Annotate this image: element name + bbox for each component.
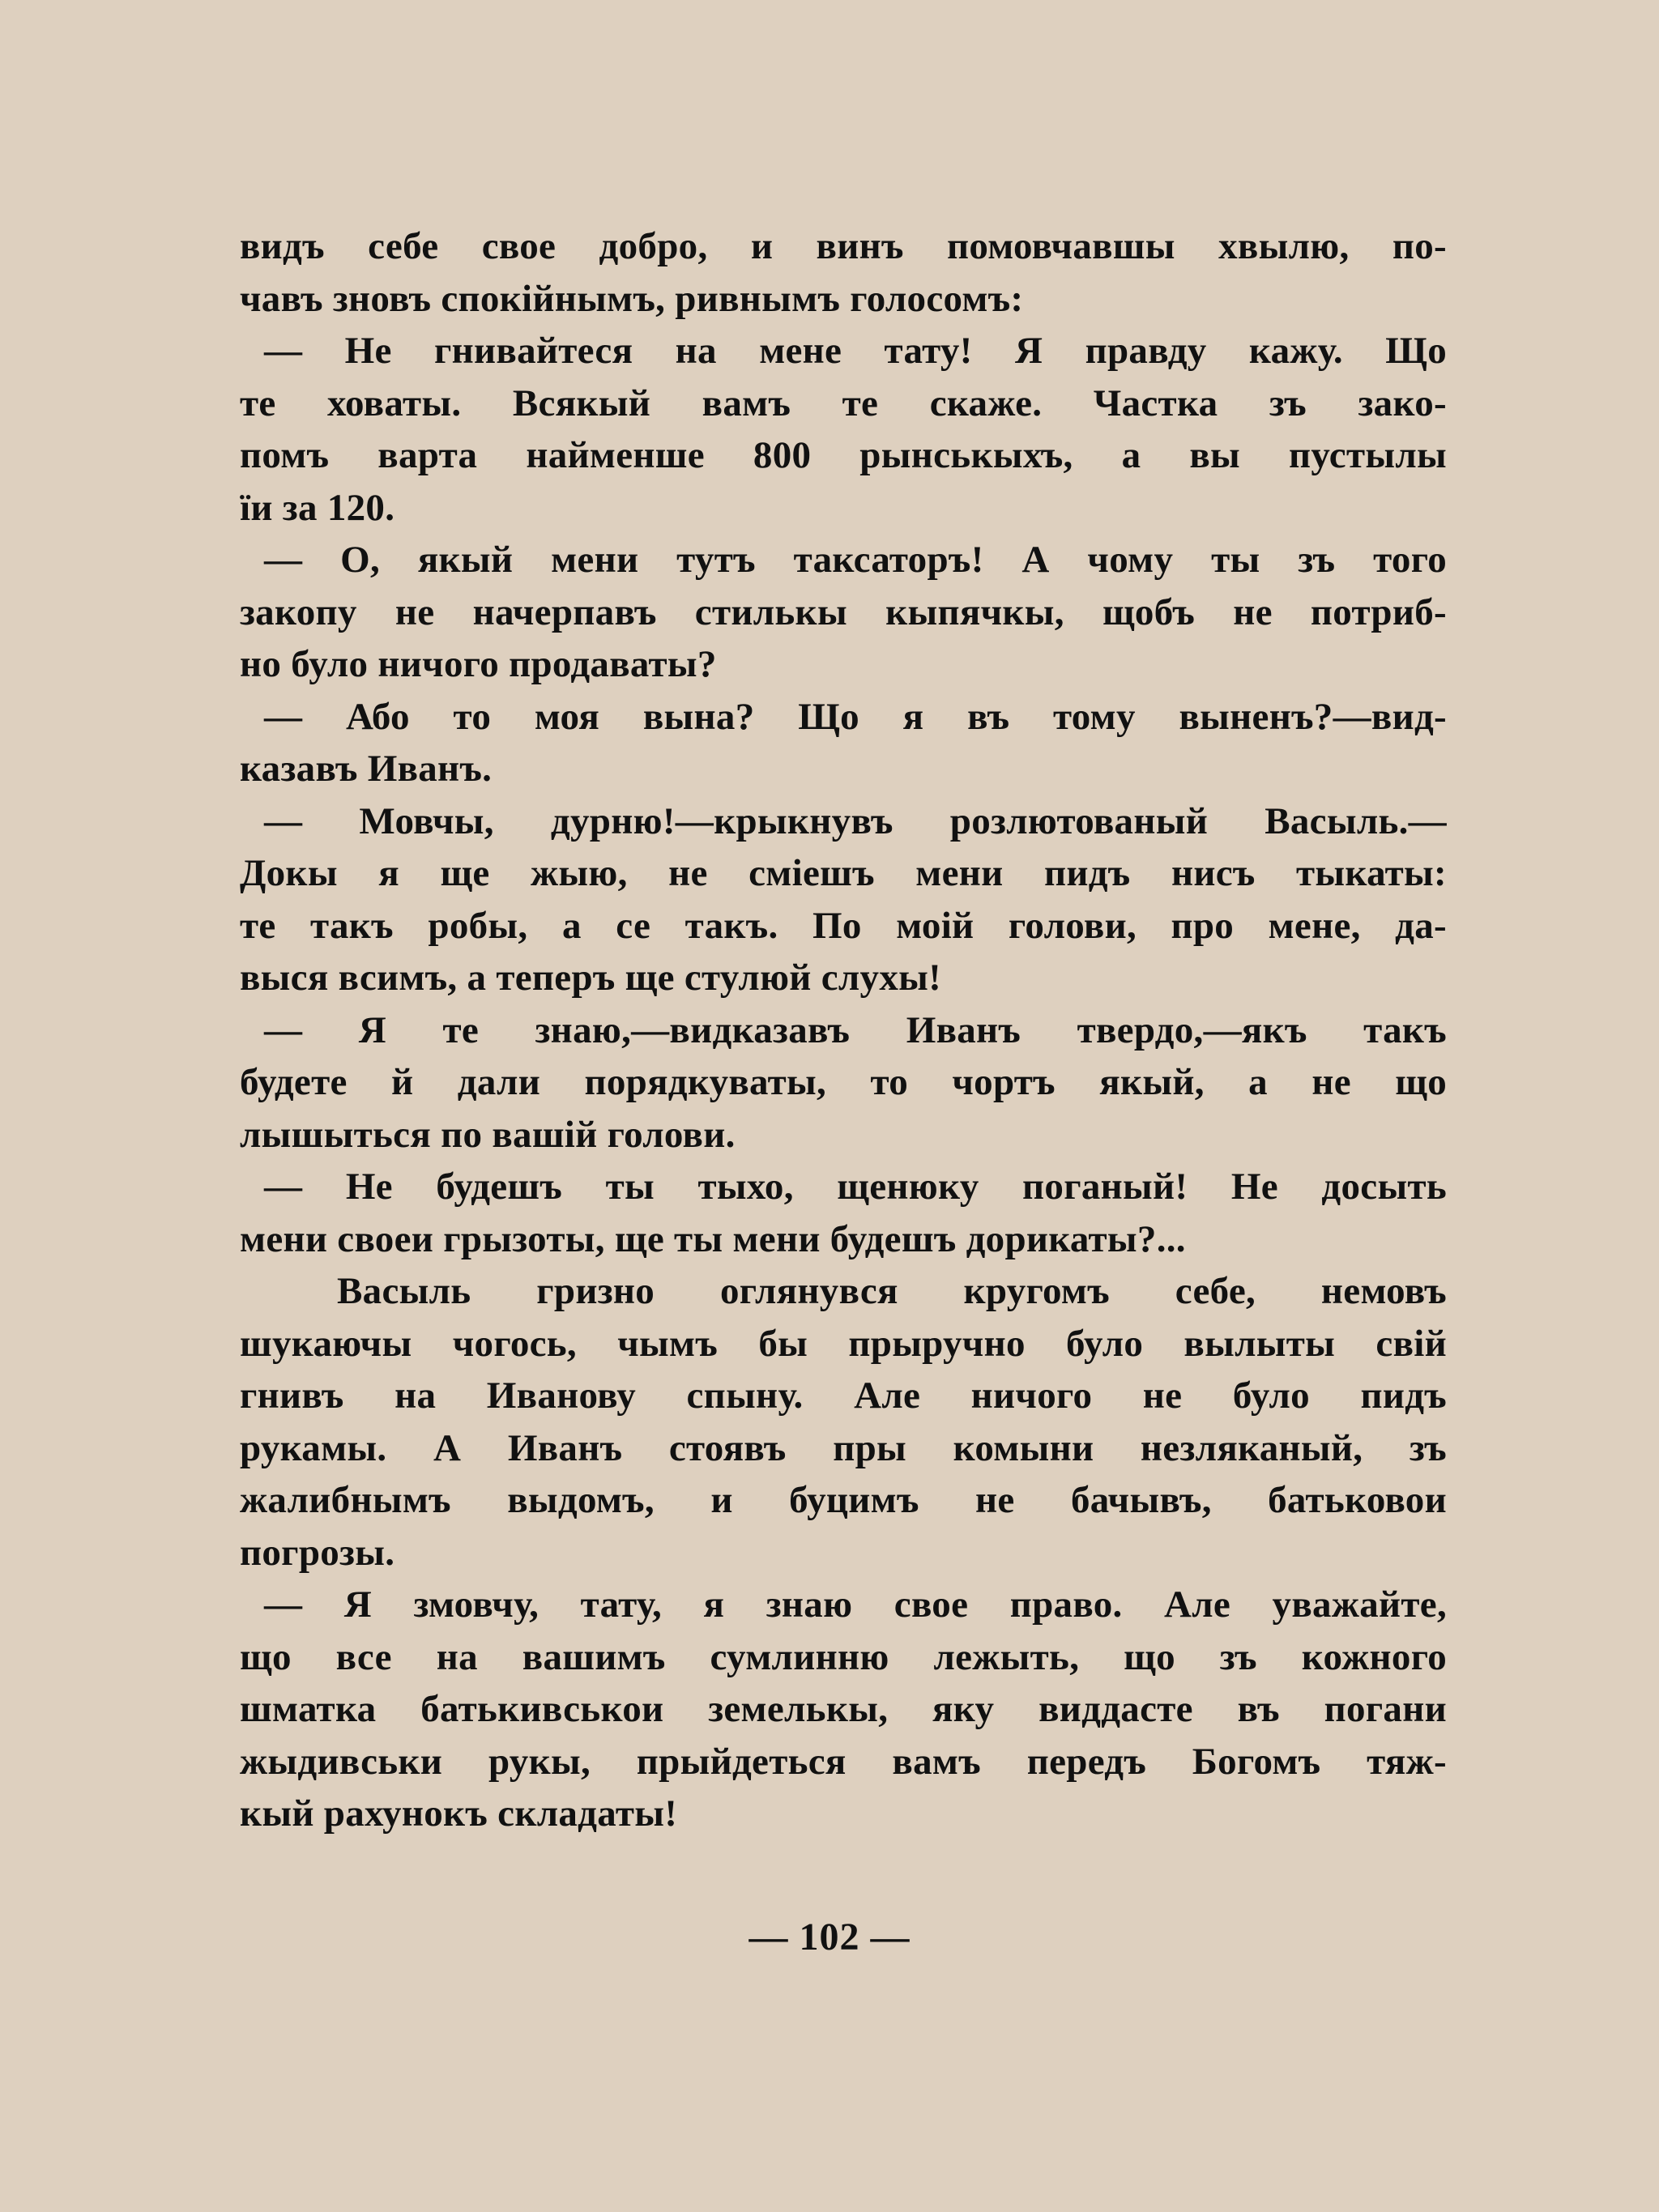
text-line: — О, якый мени тутъ таксаторъ! А чому ты зъ того bbox=[264, 539, 1447, 581]
text-line: Докы я ще жыю, не сміешъ мени пидъ нисъ тыкаты: bbox=[240, 852, 1447, 894]
text-line: жыдивськи рукы, прыйдеться вамъ передъ Богомъ тяж- bbox=[240, 1740, 1447, 1783]
text-line: — Я те знаю,—видказавъ Иванъ твердо,—якъ такъ bbox=[264, 1008, 1447, 1051]
text-line: рукамы. А Иванъ стоявъ пры комыни незляканый, зъ bbox=[240, 1426, 1447, 1469]
text-line: чавъ зновъ спокійнымъ, ривнымъ голосомъ: bbox=[240, 277, 1024, 320]
text-line: закопу не начерпавъ стилькы кыпячкы, щобъ не потриб- bbox=[240, 590, 1447, 633]
text-line: — Не будешъ ты тыхо, щенюку поганый! Не досыть bbox=[264, 1166, 1447, 1208]
text-line: погрозы. bbox=[240, 1531, 395, 1574]
text-line: мени своеи грызоты, ще ты мени будешъ дорикаты?... bbox=[240, 1217, 1186, 1260]
text-line: помъ варта найменше 800 рынськыхъ, а вы пустылы bbox=[240, 434, 1447, 476]
text-line: шукаючы чогось, чымъ бы прыручно було вылыты свій bbox=[240, 1322, 1447, 1365]
text-line: те такъ робы, а се такъ. По моій голови, про мене, да- bbox=[240, 904, 1447, 947]
text-line: те ховаты. Всякый вамъ те скаже. Частка зъ зако- bbox=[240, 381, 1447, 424]
text-line: що все на вашимъ сумлинню лежыть, що зъ кожного bbox=[240, 1635, 1447, 1678]
text-line: лышыться по вашій голови. bbox=[240, 1113, 736, 1156]
text-line: выся всимъ, а теперъ ще стулюй слухы! bbox=[240, 957, 942, 999]
text-line: — Не гнивайтеся на мене тату! Я правду кажу. Що bbox=[264, 330, 1447, 372]
body-text bbox=[240, 220, 1447, 1840]
text-line: гнивъ на Иванову спыну. Але ничого не було пидъ bbox=[240, 1375, 1447, 1417]
text-line: шматка батькивськои земелькы, яку виддасте въ погани bbox=[240, 1688, 1447, 1730]
text-line: видъ себе свое добро, и винъ помовчавшы хвылю, по- bbox=[240, 225, 1447, 267]
page-number: — 102 — bbox=[748, 1916, 911, 1958]
text-line: Васыль гризно оглянувся кругомъ себе, немовъ bbox=[337, 1270, 1447, 1312]
text-line: — Я змовчу, тату, я знаю свое право. Але уважайте, bbox=[264, 1583, 1447, 1626]
text-line: їи за 120. bbox=[240, 486, 395, 529]
text-line: — Або то моя вына? Що я въ тому выненъ?—вид- bbox=[264, 695, 1447, 738]
text-line: казавъ Иванъ. bbox=[240, 748, 493, 790]
text-line: но було ничого продаваты? bbox=[240, 643, 717, 685]
text-line: кый рахунокъ складаты! bbox=[240, 1792, 678, 1835]
text-line: жалибнымъ выдомъ, и буцимъ не бачывъ, батьковои bbox=[240, 1479, 1447, 1521]
text-line: будете й дали порядкуваты, то чортъ якый, а не що bbox=[240, 1061, 1447, 1103]
text-line: — Мовчы, дурню!—крыкнувъ розлютованый Васыль.— bbox=[264, 799, 1447, 842]
